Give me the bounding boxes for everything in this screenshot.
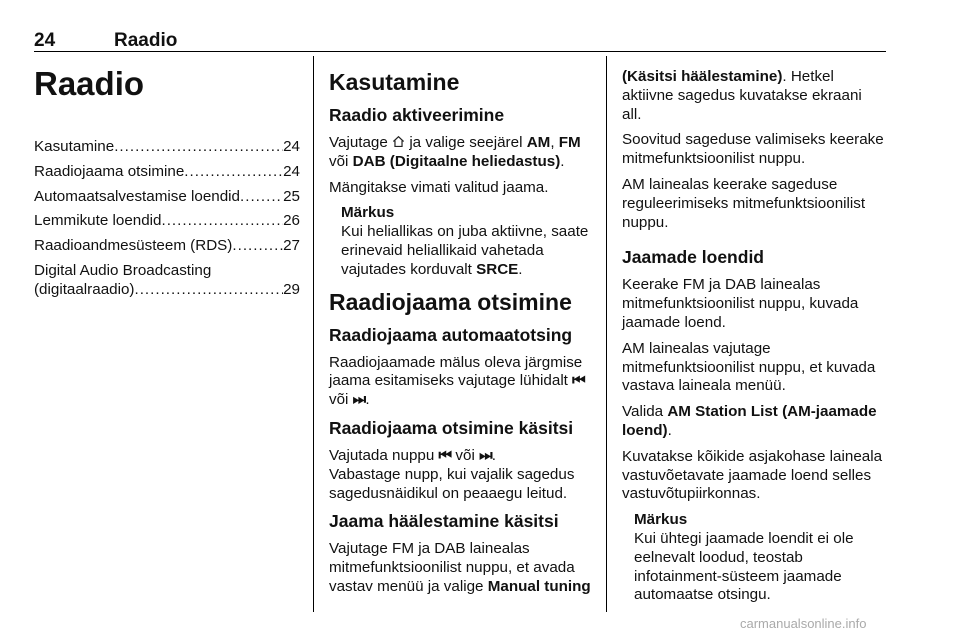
- note-text: Kui ühtegi jaamade loendit ei ole eelnevalt loodud, teostab infotainment-süsteem jaamade automaatse otsingu.: [634, 529, 854, 604]
- column-divider-1: [313, 56, 314, 612]
- chapter-title: Raadio: [34, 65, 145, 102]
- page-number: 24: [34, 30, 56, 51]
- toc-entry[interactable]: [34, 188, 300, 207]
- toc-entry[interactable]: [34, 138, 300, 157]
- subsection-heading: Raadiojaama otsimine käsitsi: [329, 417, 574, 438]
- toc-label: Raadioandmesüsteem (RDS): [34, 237, 233, 255]
- seek-forward-icon: ⏭: [479, 446, 492, 464]
- toc-label: Digital Audio Broadcasting: [34, 261, 212, 279]
- paragraph: Vajutada nuppu ⏮ või ⏭. Vabastage nupp, kui vajalik sagedus sagedusnäidikul on peaaegu leitud.: [329, 446, 575, 502]
- seek-forward-icon: ⏭: [352, 391, 366, 409]
- paragraph: AM lainealas vajutage mitmefunktsioonilist nuppu, et kuvada vastava laineala menüü.: [622, 339, 876, 395]
- toc-page: 29: [283, 280, 300, 298]
- seek-back-icon: ⏮: [572, 372, 585, 390]
- toc-entry[interactable]: [34, 237, 300, 256]
- toc-leader: [184, 163, 283, 182]
- section-heading: Kasutamine: [329, 69, 460, 95]
- toc-page: 25: [283, 187, 300, 205]
- toc-leader: [232, 237, 283, 256]
- watermark: carmanualsonline.info: [740, 616, 867, 631]
- toc-page: 27: [283, 237, 300, 255]
- paragraph: Soovitud sageduse valimiseks keerake mitmefunktsioonilist nuppu.: [622, 131, 884, 168]
- note-heading: Märkus: [341, 204, 395, 222]
- toc-page: 24: [283, 162, 300, 180]
- subsection-heading: Jaama häälestamine käsitsi: [329, 511, 559, 532]
- toc-label: Automaatsalvestamise loendid: [34, 187, 240, 205]
- subsection-heading: Raadio aktiveerimine: [329, 105, 505, 125]
- paragraph: Valida AM Station List (AM-jaamade loend).: [622, 403, 877, 439]
- subsection-heading: Jaamade loendid: [622, 247, 764, 268]
- toc-page: 24: [283, 138, 300, 155]
- toc-label-continued: (digitaalraadio): [34, 280, 135, 298]
- toc-leader: [161, 212, 283, 231]
- section-heading: Raadiojaama otsimine: [329, 288, 572, 315]
- note-text: Kui heliallikas on juba aktiivne, saate erinevaid heliallikaid vahetada vajutades korduvalt SRCE.: [341, 223, 589, 278]
- paragraph: AM lainealas keerake sageduse reguleerimiseks mitmefunktsioonilist nuppu.: [622, 175, 866, 231]
- paragraph: Vajutage ja valige seejärel AM, FM või DAB (Digitaalne heliedastus).: [329, 134, 581, 170]
- toc-label: Lemmikute loendid: [34, 212, 162, 230]
- paragraph: (Käsitsi häälestamine). Hetkel aktiivne sagedus kuvatakse ekraani all.: [622, 68, 862, 123]
- header-rule: [34, 51, 886, 52]
- toc-leader: [114, 138, 283, 157]
- paragraph: Mängitakse vimati valitud jaama.: [329, 178, 549, 196]
- toc-entry[interactable]: [34, 262, 300, 300]
- toc-page: 26: [283, 212, 300, 230]
- paragraph: Kuvatakse kõikide asjakohase laineala vastuvõetavate jaamade loend selles vastuvõtupiirkonnas.: [622, 447, 883, 503]
- content-column-3: [622, 68, 884, 613]
- toc-entry[interactable]: [34, 212, 300, 231]
- toc-label: Raadiojaama otsimine: [34, 162, 185, 180]
- note-box: [634, 511, 884, 605]
- paragraph: Vajutage FM ja DAB lainealas mitmefunktsioonilist nuppu, et avada vastav menüü ja valige Manual tuning: [329, 540, 591, 595]
- chapter-toc-column: [34, 60, 300, 306]
- toc-leader: [240, 188, 283, 207]
- note-box: [341, 204, 591, 279]
- running-header-title: Raadio: [114, 30, 178, 51]
- note-heading: Märkus: [634, 511, 688, 529]
- seek-back-icon: ⏮: [438, 446, 452, 464]
- toc-leader: [134, 281, 283, 300]
- paragraph: Raadiojaamade mälus oleva järgmise jaama esitamiseks vajutage lühidalt ⏮ või ⏭.: [329, 353, 585, 409]
- home-icon: [392, 135, 405, 148]
- subsection-heading: Raadiojaama automaatotsing: [329, 324, 573, 345]
- toc-label: Kasutamine: [34, 138, 115, 155]
- content-column-2: [329, 68, 591, 604]
- column-divider-2: [606, 56, 607, 612]
- paragraph: Keerake FM ja DAB lainealas mitmefunktsioonilist nuppu, kuvada jaamade loend.: [622, 276, 859, 331]
- toc-entry[interactable]: [34, 163, 300, 182]
